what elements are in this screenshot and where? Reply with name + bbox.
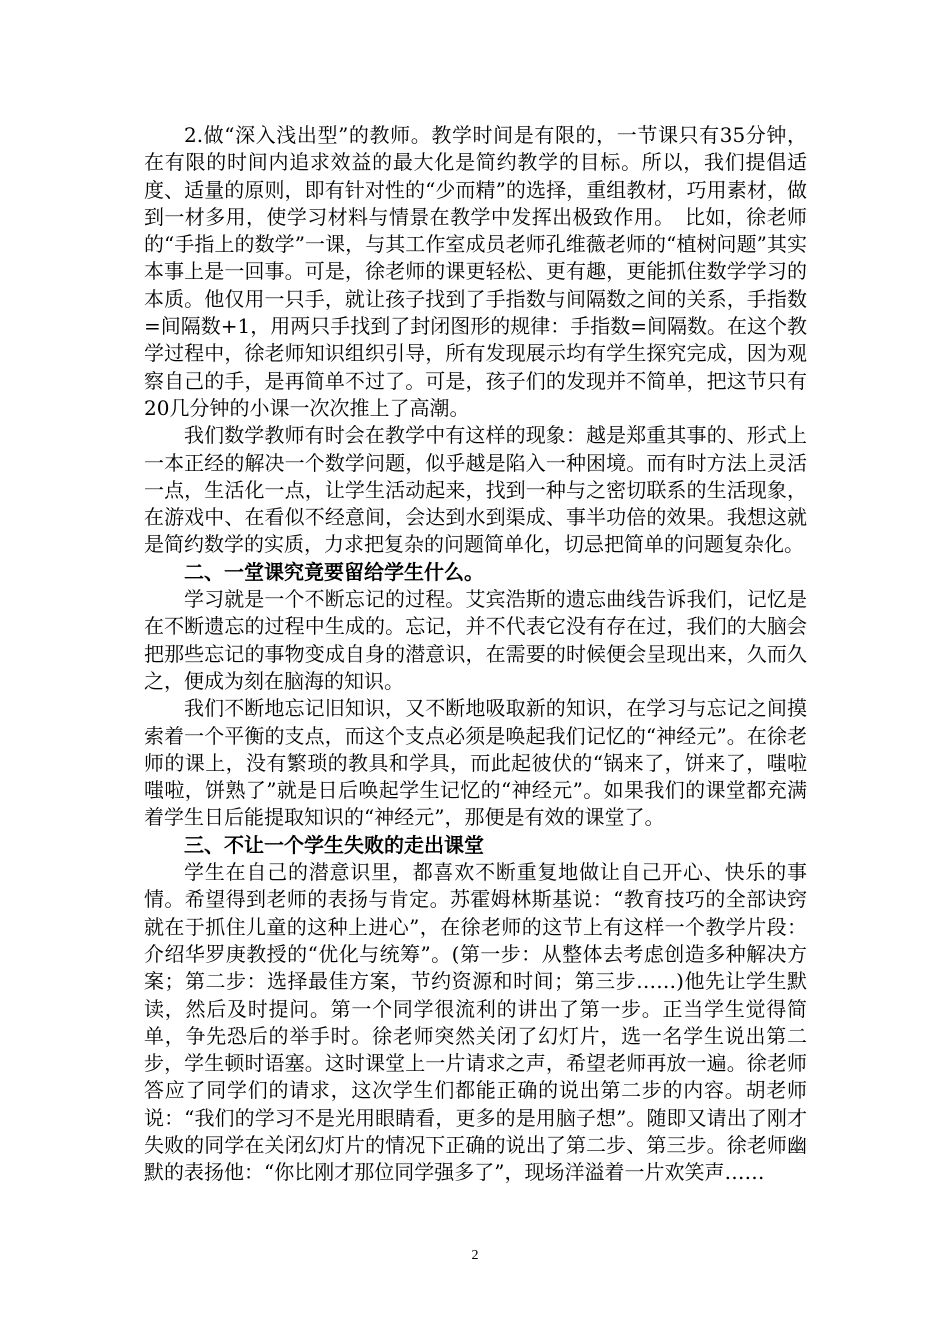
paragraph-3: 学习就是一个不断忘记的过程。艾宾浩斯的遗忘曲线告诉我们，记忆是在不断遗忘的过程中生成的。忘记，并不代表它没有存在过，我们的大脑会把那些忘记的事物变成自身的潜意识，在需要的时候便会呈现出来，久而久之，便成为刻在脑海的知识。 [144,587,807,693]
paragraph-5: 学生在自己的潜意识里，都喜欢不断重复地做让自己开心、快乐的事情。希望得到老师的表扬与肯定。苏霍姆林斯基说：“教育技巧的全部诀窍就在于抓住儿童的这种上进心”，在徐老师的这节上有这样一个教学片段：介绍华罗庚教授的“优化与统筹”。(第一步：从整体去考虑创造多种解决方案；第二步：选择最佳方案，节约资源和时间；第三步……)他先让学生默读，然后及时提问。第一个同学很流利的讲出了第一步。正当学生觉得简单，争先恐后的举手时。徐老师突然关闭了幻灯片，选一名学生说出第二步，学生顿时语塞。这时课堂上一片请求之声，希望老师再放一遍。徐老师答应了同学们的请求，这次学生们都能正确的说出第二步的内容。胡老师说：“我们的学习不是光用眼睛看，更多的是用脑子想”。随即又请出了刚才失败的同学在关闭幻灯片的情况下正确的说出了第二步、第三步。徐老师幽默的表扬他：“你比刚才那位同学强多了”，现场洋溢着一片欢笑声…… [144,860,807,1185]
paragraph-2: 我们数学教师有时会在教学中有这样的现象：越是郑重其事的、形式上一本正经的解决一个数学问题，似乎越是陷入一种困境。而有时方法上灵活一点，生活化一点，让学生活动起来，找到一种与之密切联系的生活现象，在游戏中、在看似不经意间，会达到水到渠成、事半功倍的效果。我想这就是简约数学的实质，力求把复杂的问题简单化，切忌把简单的问题复杂化。 [144,423,807,557]
page-number: 2 [471,1248,479,1263]
paragraph-1: 2.做“深入浅出型”的教师。教学时间是有限的，一节课只有35分钟，在有限的时间内追求效益的最大化是简约教学的目标。所以，我们提倡适度、适量的原则，即有针对性的“少而精”的选择，重组教材，巧用素材，做到一材多用，使学习材料与情景在教学中发挥出极致作用。 比如，徐老师的“手指上的数学”一课，与其工作室成员老师孔维薇老师的“植树问题”其实本事上是一回事。可是，徐老师的课更轻松、更有趣，更能抓住数学学习的本质。他仅用一只手，就让孩子找到了手指数与间隔数之间的关系，手指数=间隔数+1，用两只手找到了封闭图形的规律：手指数=间隔数。在这个教学过程中，徐老师知识组织引导，所有发现展示均有学生探究完成，因为观察自己的手，是再简单不过了。可是，孩子们的发现并不简单，把这节只有20几分钟的小课一次次推上了高潮。 [144,123,807,420]
section-heading-2: 二、一堂课究竟要留给学生什么。 [184,559,484,584]
section-heading-3: 三、不让一个学生失败的走出课堂 [184,832,484,857]
paragraph-4: 我们不断地忘记旧知识，又不断地吸取新的知识，在学习与忘记之间摸索着一个平衡的支点，而这个支点必须是唤起我们记忆的“神经元”。在徐老师的课上，没有繁琐的教具和学具，而此起彼伏的“锅来了，饼来了，嗤啦嗤啦，饼熟了”就是日后唤起学生记忆的“神经元”。如果我们的课堂都充满着学生日后能提取知识的“神经元”，那便是有效的课堂了。 [144,696,807,830]
document-body [144,122,807,1187]
